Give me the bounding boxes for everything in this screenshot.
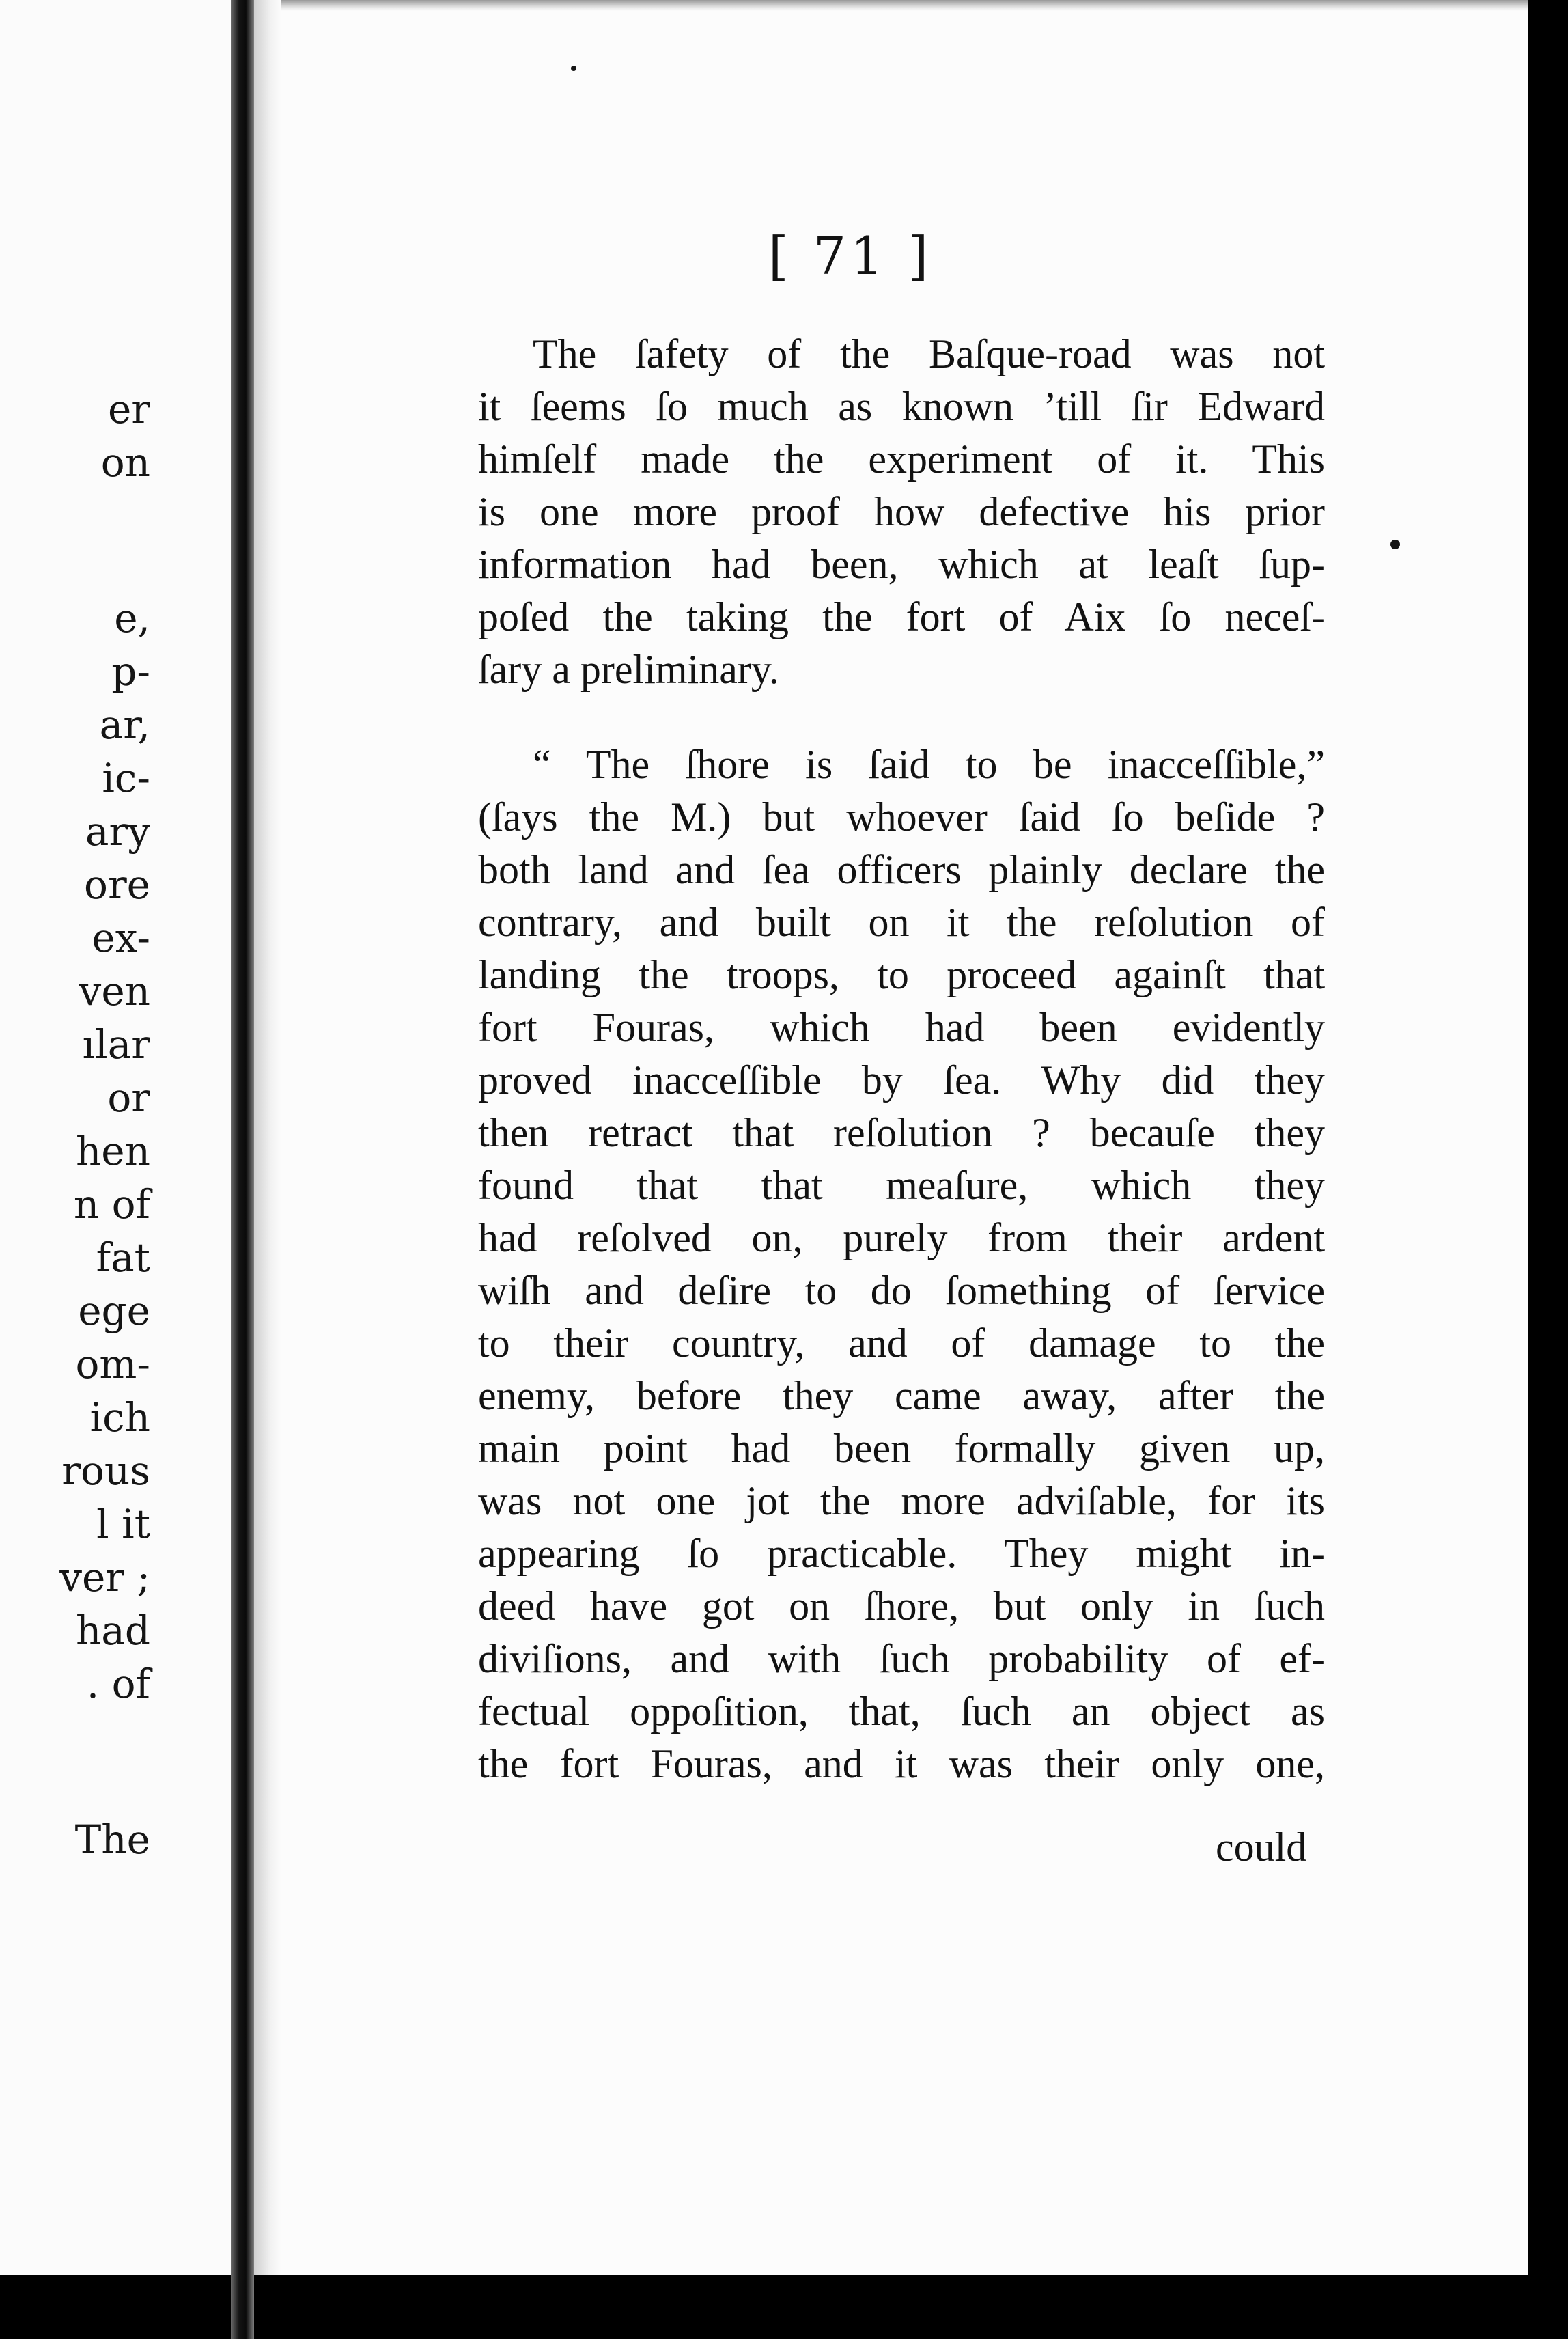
text-line: found that that meaſure, which they [478,1163,1325,1208]
left-fragment: n of [73,1181,150,1228]
left-fragment: om- [75,1341,150,1387]
left-fragment: had [75,1607,150,1654]
left-page-text-fragments [0,0,243,2275]
left-fragment: ary [85,808,150,855]
left-fragment: ex- [92,915,150,961]
text-line: both land and ſea officers plainly declare the [478,847,1325,892]
page-number: [ 71 ] [768,225,933,286]
text-line: main point had been formally given up, [478,1426,1325,1471]
paragraph [478,738,1325,1790]
text-line: “ The ſhore is ſaid to be inacceſſible,” [533,742,1325,787]
gutter-shadow [254,0,281,2275]
text-line: had reſolved on, purely from their ardent [478,1215,1325,1260]
left-fragment: ich [89,1394,150,1441]
text-line: fort Fouras, which had been evidently [478,1005,1325,1050]
left-fragment: . of [86,1661,150,1707]
ink-speck [1390,540,1400,549]
left-fragment: er [107,386,150,432]
left-fragment: ven [79,968,150,1014]
paragraph-gap [478,696,1325,738]
left-fragment: e, [114,595,150,641]
text-line: then retract that reſolution ? becauſe they [478,1110,1325,1155]
text-line: enemy, before they came away, after the [478,1373,1325,1418]
left-facing-page [0,0,243,2275]
left-fragment: fat [96,1234,150,1281]
text-line: diviſions, and with ſuch probability of ef- [478,1636,1325,1681]
left-fragment: on [100,439,150,486]
text-line: poſed the taking the fort of Aix ſo neceſ- [478,594,1325,639]
text-line: fectual oppoſition, that, ſuch an object as [478,1689,1325,1734]
text-line: it ſeems ſo much as known ’till ſir Edward [478,384,1325,429]
text-line: ſary a preliminary. [478,647,779,692]
left-fragment: hen [75,1128,150,1174]
left-fragment: ar, [99,702,150,748]
page-top-edge-shadow [281,0,1528,11]
text-line: contrary, and built on it the reſolution of [478,900,1325,945]
left-fragment: ic- [102,755,150,801]
text-line: to their country, and of damage to the [478,1320,1325,1366]
text-line: wiſh and deſire to do ſomething of ſervice [478,1268,1325,1313]
page-body-text [478,328,1325,1790]
right-scan-border [1528,0,1568,2339]
left-fragment: ege [78,1288,150,1334]
text-line: information had been, which at leaſt ſup- [478,542,1325,587]
paragraph [478,328,1325,696]
text-line: was not one jot the more adviſable, for its [478,1478,1325,1523]
left-fragment: rous [61,1448,150,1494]
left-fragment: or [107,1075,150,1121]
text-line: proved inacceſſible by ſea. Why did they [478,1057,1325,1103]
left-fragment: p- [111,648,150,695]
text-line: deed have got on ſhore, but only in ſuch [478,1583,1325,1629]
left-fragment: ver ; [59,1554,150,1601]
left-fragment: ore [84,861,150,908]
book-binding-gutter [231,0,254,2339]
catchword: could [1216,1825,1307,1870]
text-line: himſelf made the experiment of it. This [478,437,1325,482]
text-line: appearing ſo practicable. They might in- [478,1531,1325,1576]
left-fragment: l it [96,1501,150,1547]
text-line: (ſays the M.) but whoever ſaid ſo beſide ? [478,794,1325,840]
text-line: the fort Fouras, and it was their only one, [478,1741,1325,1786]
text-line: landing the troops, to proceed againſt that [478,952,1325,997]
left-fragment: The [74,1816,150,1863]
ink-speck [571,66,576,71]
text-line: is one more proof how defective his prior [478,489,1325,534]
left-fragment: ılar [82,1021,150,1068]
text-line: The ſafety of the Baſque-road was not [533,331,1325,376]
